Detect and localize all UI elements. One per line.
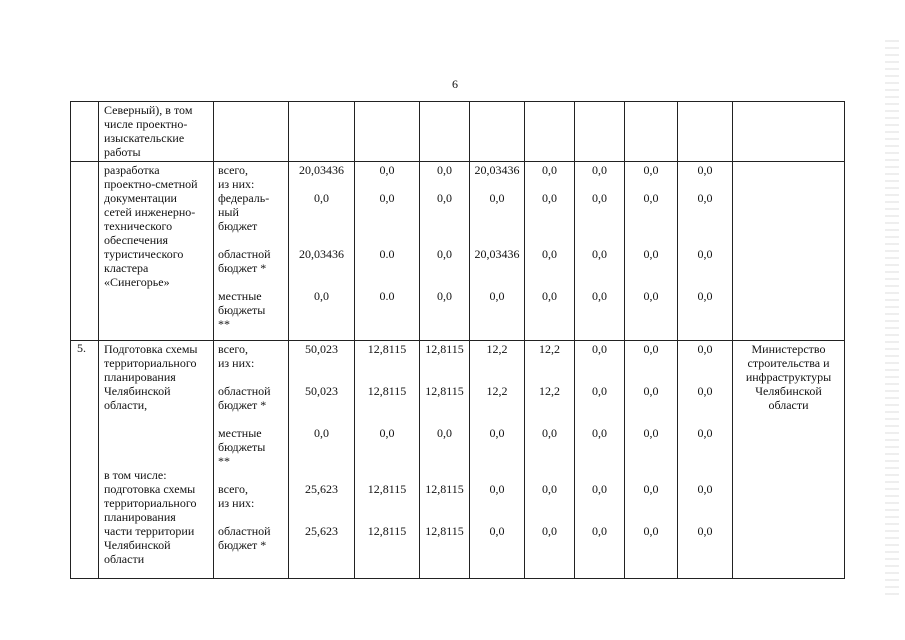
amount: 0,0 (592, 289, 607, 303)
amount: 0,0 (437, 289, 452, 303)
amount: 0,0 (643, 289, 659, 303)
funding-source: ** (218, 454, 230, 468)
table-row (71, 162, 845, 341)
amount: 0.0 (379, 247, 395, 261)
amount: 0,0 (643, 384, 659, 398)
amount: 12,8115 (425, 342, 464, 356)
amount: 12,2 (486, 384, 508, 398)
funding-source: областной (218, 384, 271, 398)
table-row (71, 102, 845, 162)
budget-table (70, 101, 845, 579)
amount: 0,0 (542, 426, 557, 440)
amount: 0,0 (542, 247, 557, 261)
funding-source: всего, (218, 342, 249, 356)
amount: 0,0 (643, 191, 659, 205)
value-cell (289, 341, 355, 579)
funding-source: бюджет * (218, 538, 267, 552)
value-cell (575, 341, 625, 579)
funding-source: из них: (218, 177, 255, 191)
row-description: Подготовка схемы территориального планирования Челябинской области, в том числе: подготовка схемы территориального планирования части территории Челябинской области (99, 341, 214, 579)
amount: 0,0 (592, 342, 607, 356)
funding-source: местные (218, 426, 262, 440)
funding-source: местные (218, 289, 262, 303)
value-cell (625, 162, 678, 341)
row-description: разработка проектно-сметной документации сетей инженерно- технического обеспечения туристического кластера «Синегорье» (99, 162, 214, 341)
amount: 50,023 (305, 342, 338, 356)
amount: 12,8115 (367, 482, 407, 496)
amount: 0,0 (489, 426, 505, 440)
amount: 0,0 (489, 191, 505, 205)
value-cell (678, 341, 733, 579)
funding-source: областной (218, 247, 271, 261)
amount: 0,0 (314, 426, 329, 440)
funding-source: бюджет * (218, 261, 267, 275)
amount: 12,8115 (367, 384, 407, 398)
funding-source: бюджет * (218, 398, 267, 412)
amount: 12,2 (486, 342, 508, 356)
amount: 0,0 (697, 191, 713, 205)
table-row (71, 341, 845, 579)
funding-source: всего, (218, 482, 249, 496)
amount: 0,0 (697, 289, 713, 303)
value-cell (355, 341, 420, 579)
amount: 0,0 (643, 524, 659, 538)
value-cell (289, 162, 355, 341)
funding-source: бюджеты (218, 440, 266, 454)
value-cell (420, 341, 470, 579)
amount: 0,0 (643, 342, 659, 356)
amount: 0,0 (437, 426, 452, 440)
amount: 0,0 (697, 426, 713, 440)
value-cell (420, 162, 470, 341)
amount: 0,0 (542, 163, 557, 177)
row-number (71, 162, 99, 341)
amount: 50,023 (305, 384, 338, 398)
amount: 0,0 (697, 163, 713, 177)
amount: 0,0 (697, 384, 713, 398)
funding-source: бюджеты (218, 303, 266, 317)
funding-source: всего, (218, 163, 249, 177)
funding-source: бюджет (218, 219, 258, 233)
amount: 12,8115 (367, 524, 407, 538)
amount: 0,0 (437, 163, 452, 177)
row-number: 5. (71, 341, 99, 579)
amount: 12,8115 (367, 342, 407, 356)
funding-source: из них: (218, 356, 255, 370)
amount: 0,0 (542, 524, 557, 538)
amount: 0,0 (314, 289, 329, 303)
value-cell (678, 162, 733, 341)
amount: 0,0 (643, 426, 659, 440)
amount: 0,0 (643, 163, 659, 177)
amount: 0,0 (697, 482, 713, 496)
funding-source: областной (218, 524, 271, 538)
amount: 20,03436 (474, 247, 520, 261)
row-description: Северный), в том числе проектно- изыскательские работы (99, 102, 214, 162)
amount: 12,2 (539, 384, 560, 398)
value-cell (525, 162, 575, 341)
amount: 0,0 (697, 524, 713, 538)
funding-source: ** (218, 317, 230, 331)
amount: 0,0 (643, 482, 659, 496)
amount: 0,0 (697, 342, 713, 356)
amount: 0,0 (379, 426, 395, 440)
responsible-cell (733, 162, 845, 341)
amount: 0,0 (542, 289, 557, 303)
amount: 0.0 (379, 289, 395, 303)
amount: 20,03436 (474, 163, 520, 177)
amount: 0,0 (592, 426, 607, 440)
amount: 25,623 (305, 524, 338, 538)
amount: 25,623 (305, 482, 338, 496)
funding-source: ный (218, 205, 239, 219)
amount: 20,03436 (299, 163, 344, 177)
page-number: 6 (452, 77, 458, 91)
amount: 0,0 (643, 247, 659, 261)
amount: 0,0 (437, 191, 452, 205)
amount: 0,0 (489, 289, 505, 303)
funding-source-cell (214, 162, 289, 341)
value-cell (575, 162, 625, 341)
responsible-organization: Министерство строительства и инфраструктуры Челябинской области (733, 341, 845, 579)
value-cell (355, 162, 420, 341)
amount: 0,0 (592, 384, 607, 398)
amount: 0,0 (489, 482, 505, 496)
amount: 0,0 (592, 247, 607, 261)
funding-source-cell (214, 341, 289, 579)
amount: 0,0 (592, 163, 607, 177)
amount: 0,0 (437, 247, 452, 261)
amount: 12,8115 (425, 482, 464, 496)
amount: 0,0 (542, 482, 557, 496)
scan-artifact (885, 40, 899, 600)
amount: 0,0 (697, 247, 713, 261)
amount: 0,0 (592, 524, 607, 538)
budget-table-wrap (70, 101, 845, 579)
value-cell (470, 162, 525, 341)
amount: 0,0 (592, 191, 607, 205)
amount: 0,0 (542, 191, 557, 205)
amount: 0,0 (379, 191, 395, 205)
row-number (71, 102, 99, 162)
amount: 0,0 (489, 524, 505, 538)
value-cell (625, 341, 678, 579)
value-cell (470, 341, 525, 579)
funding-source: федераль- (218, 191, 270, 205)
amount: 0,0 (314, 191, 329, 205)
amount: 12,8115 (425, 384, 464, 398)
amount: 20,03436 (299, 247, 344, 261)
funding-source: из них: (218, 496, 255, 510)
amount: 12,8115 (425, 524, 464, 538)
amount: 12,2 (539, 342, 560, 356)
amount: 0,0 (592, 482, 607, 496)
amount: 0,0 (379, 163, 395, 177)
value-cell (525, 341, 575, 579)
